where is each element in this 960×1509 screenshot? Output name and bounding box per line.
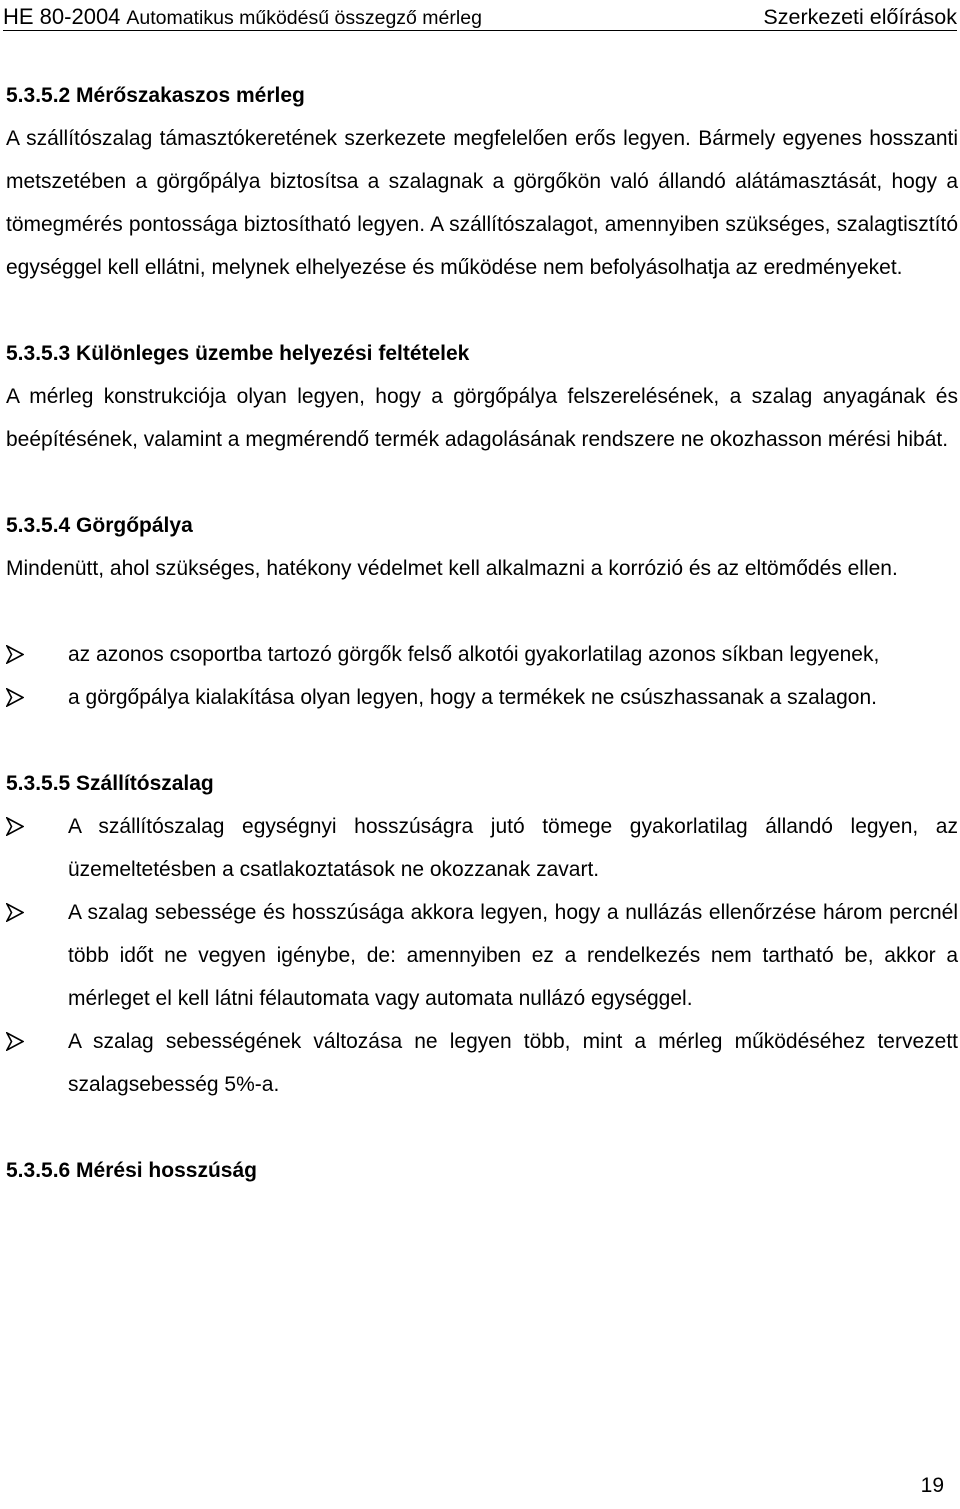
list-item xyxy=(6,633,958,676)
list-item-text: A szalag sebességének változása ne legyen több, mint a mérleg működéséhez tervezett szalagsebesség 5%-a. xyxy=(68,1030,958,1096)
section-5-3-5-3 xyxy=(6,332,958,461)
list-item xyxy=(6,805,958,891)
section-paragraph: Mindenütt, ahol szükséges, hatékony védelmet kell alkalmazni a korrózió és az eltömődés ellen. xyxy=(6,557,898,580)
section-heading: 5.3.5.2 Mérőszakaszos mérleg xyxy=(6,84,305,107)
bullet-list xyxy=(6,805,958,1106)
arrowhead-bullet-icon xyxy=(6,1032,24,1051)
arrowhead-bullet-icon xyxy=(6,688,24,707)
list-item-text: a görgőpálya kialakítása olyan legyen, hogy a termékek ne csúszhassanak a szalagon. xyxy=(68,686,877,709)
section-5-3-5-5 xyxy=(6,762,958,1106)
section-paragraph: A szállítószalag támasztókeretének szerkezete megfelelően erős legyen. Bármely egyenes hosszanti metszetében a görgőpálya biztosítsa a szalagnak a görgőkön való állandó alátámasztását, hogy a tömegmérés pontossága biztosítható legyen. A szállítószalagot, amennyiben szükséges, szalagtisztító egységgel kell ellátni, melynek elhelyezése és működése nem befolyásolhatja az eredményeket. xyxy=(6,127,958,279)
section-5-3-5-4 xyxy=(6,504,958,719)
section-5-3-5-2 xyxy=(6,74,958,289)
section-heading: 5.3.5.4 Görgőpálya xyxy=(6,514,193,537)
list-item-text: A szállítószalag egységnyi hosszúságra jutó tömege gyakorlatilag állandó legyen, az üzemeltetésben a csatlakoztatások ne okozzanak zavart. xyxy=(68,815,958,881)
section-heading: 5.3.5.5 Szállítószalag xyxy=(6,772,214,795)
section-paragraph: A mérleg konstrukciója olyan legyen, hogy a görgőpálya felszerelésének, a szalag anyagának és beépítésének, valamint a megmérendő termék adagolásának rendszere ne okozhasson mérési hibát. xyxy=(6,385,958,451)
section-heading: 5.3.5.6 Mérési hosszúság xyxy=(6,1159,257,1182)
list-item xyxy=(6,891,958,1020)
page-number: 19 xyxy=(920,1474,944,1497)
list-item-text: A szalag sebessége és hosszúsága akkora legyen, hogy a nullázás ellenőrzése három percnél több időt ne vegyen igénybe, de: amennyiben ez a rendelkezés nem tartható be, akkor a mérleget el kell látni félautomata vagy automata nullázó egységgel. xyxy=(68,901,958,1010)
arrowhead-bullet-icon xyxy=(6,903,24,922)
list-item xyxy=(6,676,958,719)
arrowhead-bullet-icon xyxy=(6,817,24,836)
document-code: HE 80-2004 xyxy=(3,4,121,29)
page-header xyxy=(3,4,957,31)
document-title: Automatikus működésű összegző mérleg xyxy=(126,7,482,29)
bullet-list xyxy=(6,633,958,719)
arrowhead-bullet-icon xyxy=(6,645,24,664)
section-title: Szerkezeti előírások xyxy=(763,5,957,29)
section-heading: 5.3.5.3 Különleges üzembe helyezési feltételek xyxy=(6,342,470,365)
list-item xyxy=(6,1020,958,1106)
section-5-3-5-6 xyxy=(6,1149,958,1192)
document-body xyxy=(6,74,958,1192)
list-item-text: az azonos csoportba tartozó görgők felső alkotói gyakorlatilag azonos síkban legyenek, xyxy=(68,643,880,666)
header-left xyxy=(3,4,482,31)
